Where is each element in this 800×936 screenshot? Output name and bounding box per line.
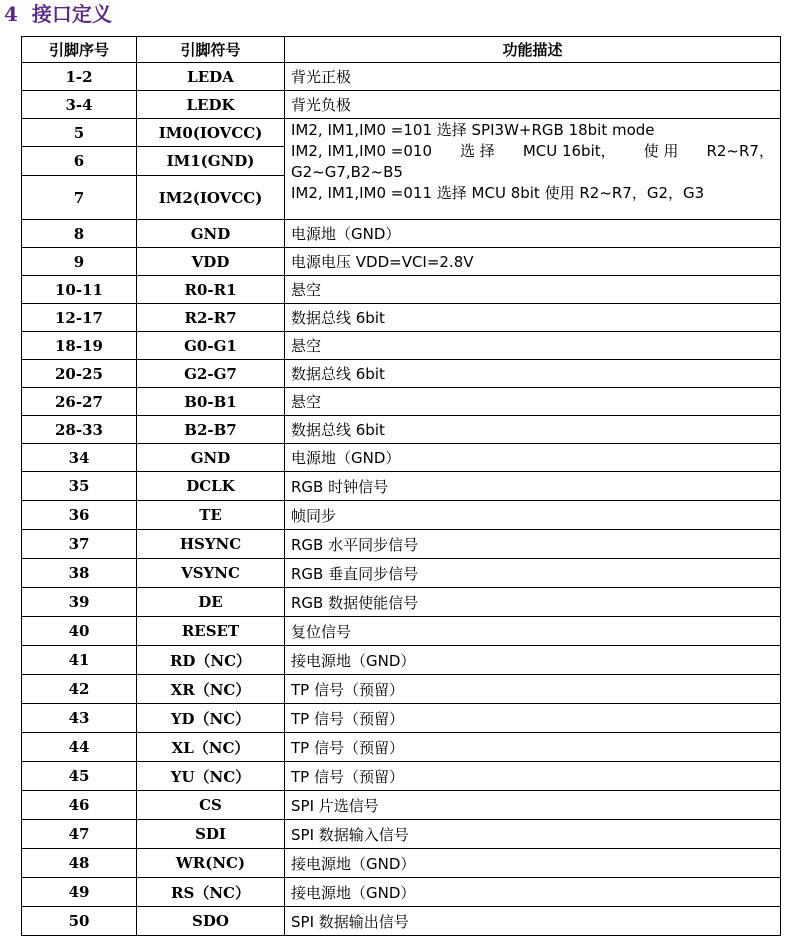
table-row <box>22 91 781 119</box>
pin-symbol: R2-R7 <box>137 304 285 332</box>
pin-number: 7 <box>22 176 137 220</box>
pin-number: 1-2 <box>22 63 137 91</box>
table-row <box>22 849 781 878</box>
pin-symbol: G0-G1 <box>137 332 285 360</box>
pin-function: SPI 片选信号 <box>285 791 781 820</box>
pin-function: 电源地（GND） <box>285 220 781 248</box>
mode-line-2-part: MCU 16bit， <box>522 142 616 160</box>
pin-function: 悬空 <box>285 332 781 360</box>
table-row <box>22 617 781 646</box>
table-row <box>22 416 781 444</box>
header-pin-number: 引脚序号 <box>22 37 137 63</box>
pin-symbol: VSYNC <box>137 559 285 588</box>
table-row <box>22 472 781 501</box>
table-row <box>22 332 781 360</box>
pin-function: RGB 垂直同步信号 <box>285 559 781 588</box>
table-row <box>22 444 781 472</box>
pin-number: 10-11 <box>22 276 137 304</box>
pin-symbol: IM1(GND) <box>137 147 285 176</box>
pin-symbol: RD（NC） <box>137 646 285 675</box>
table-row <box>22 588 781 617</box>
pin-number: 3-4 <box>22 91 137 119</box>
pin-number: 40 <box>22 617 137 646</box>
mode-line-2-part: R2~R7， <box>706 142 774 160</box>
pin-number: 9 <box>22 248 137 276</box>
pin-symbol: SDI <box>137 820 285 849</box>
pin-function: 悬空 <box>285 388 781 416</box>
pin-number: 49 <box>22 878 137 907</box>
pin-symbol: SDO <box>137 907 285 936</box>
header-function: 功能描述 <box>285 37 781 63</box>
pin-symbol: G2-G7 <box>137 360 285 388</box>
table-row <box>22 907 781 936</box>
table-row <box>22 501 781 530</box>
pin-number: 28-33 <box>22 416 137 444</box>
pin-symbol: LEDA <box>137 63 285 91</box>
mode-line-1: IM2, IM1,IM0 =101 选择 SPI3W+RGB 18bit mode <box>291 121 655 139</box>
pin-number: 42 <box>22 675 137 704</box>
table-row <box>22 733 781 762</box>
table-row <box>22 675 781 704</box>
pin-symbol: TE <box>137 501 285 530</box>
pin-symbol: XL（NC） <box>137 733 285 762</box>
mode-line-2 <box>291 141 780 162</box>
pin-function: RGB 水平同步信号 <box>285 530 781 559</box>
mode-line-4: IM2, IM1,IM0 =011 选择 MCU 8bit 使用 R2~R7，G2，G3 <box>291 184 705 202</box>
pin-symbol: YU（NC） <box>137 762 285 791</box>
pin-number: 34 <box>22 444 137 472</box>
pin-symbol: B0-B1 <box>137 388 285 416</box>
section-heading <box>4 0 112 28</box>
pin-function: RGB 数据使能信号 <box>285 588 781 617</box>
table-row <box>22 646 781 675</box>
table-row <box>22 878 781 907</box>
pin-number: 44 <box>22 733 137 762</box>
header-pin-symbol: 引脚符号 <box>137 37 285 63</box>
mode-line-2-part: 使 用 <box>643 142 679 160</box>
pin-symbol: RESET <box>137 617 285 646</box>
pin-number: 35 <box>22 472 137 501</box>
pin-function: 数据总线 6bit <box>285 304 781 332</box>
pin-number: 45 <box>22 762 137 791</box>
table-row <box>22 704 781 733</box>
pin-number: 39 <box>22 588 137 617</box>
pin-number: 18-19 <box>22 332 137 360</box>
pin-symbol: IM2(IOVCC) <box>137 176 285 220</box>
pin-symbol: B2-B7 <box>137 416 285 444</box>
pin-number: 12-17 <box>22 304 137 332</box>
pin-number: 37 <box>22 530 137 559</box>
pin-number: 43 <box>22 704 137 733</box>
pin-number: 20-25 <box>22 360 137 388</box>
table-row <box>22 63 781 91</box>
pin-symbol: DCLK <box>137 472 285 501</box>
pin-function: 电源电压 VDD=VCI=2.8V <box>285 248 781 276</box>
pin-symbol: XR（NC） <box>137 675 285 704</box>
pin-function: 数据总线 6bit <box>285 416 781 444</box>
pin-function: 接电源地（GND） <box>285 849 781 878</box>
table-row <box>22 791 781 820</box>
pin-function: TP 信号（预留） <box>285 762 781 791</box>
pin-number: 26-27 <box>22 388 137 416</box>
pin-number: 36 <box>22 501 137 530</box>
pin-number: 46 <box>22 791 137 820</box>
pin-number: 47 <box>22 820 137 849</box>
pin-function: 帧同步 <box>285 501 781 530</box>
pin-symbol: VDD <box>137 248 285 276</box>
pin-function: 接电源地（GND） <box>285 646 781 675</box>
pin-symbol: WR(NC) <box>137 849 285 878</box>
pin-function: TP 信号（预留） <box>285 733 781 762</box>
pin-symbol: GND <box>137 444 285 472</box>
table-row <box>22 119 781 147</box>
pin-function: 背光负极 <box>285 91 781 119</box>
mode-line-2-part: IM2, IM1,IM0 =010 <box>291 142 432 160</box>
pin-symbol: HSYNC <box>137 530 285 559</box>
table-row <box>22 388 781 416</box>
pin-function: RGB 时钟信号 <box>285 472 781 501</box>
table-row <box>22 220 781 248</box>
pin-function: 接电源地（GND） <box>285 878 781 907</box>
pin-function: 电源地（GND） <box>285 444 781 472</box>
table-row <box>22 248 781 276</box>
table-row <box>22 820 781 849</box>
pin-number: 6 <box>22 147 137 176</box>
table-row <box>22 530 781 559</box>
pin-number: 38 <box>22 559 137 588</box>
mode-line-3: G2~G7,B2~B5 <box>291 163 403 181</box>
pin-function: 背光正极 <box>285 63 781 91</box>
section-title: 接口定义 <box>31 2 112 26</box>
table-row <box>22 304 781 332</box>
mode-line-2-part: 选 择 <box>460 142 495 160</box>
pin-symbol: YD（NC） <box>137 704 285 733</box>
pin-number: 48 <box>22 849 137 878</box>
pin-symbol: RS（NC） <box>137 878 285 907</box>
table-row <box>22 762 781 791</box>
table-row <box>22 360 781 388</box>
pin-number: 50 <box>22 907 137 936</box>
pin-symbol: GND <box>137 220 285 248</box>
table-header-row <box>22 37 781 63</box>
table-row <box>22 276 781 304</box>
pin-function: 数据总线 6bit <box>285 360 781 388</box>
interface-mode-description <box>285 119 781 220</box>
section-number: 4 <box>4 2 18 26</box>
pin-number: 8 <box>22 220 137 248</box>
pin-function: TP 信号（预留） <box>285 675 781 704</box>
pin-symbol: LEDK <box>137 91 285 119</box>
pin-symbol: IM0(IOVCC) <box>137 119 285 147</box>
pin-function: SPI 数据输入信号 <box>285 820 781 849</box>
pin-function: 复位信号 <box>285 617 781 646</box>
pin-number: 41 <box>22 646 137 675</box>
pin-symbol: CS <box>137 791 285 820</box>
pin-function: TP 信号（预留） <box>285 704 781 733</box>
table-row <box>22 559 781 588</box>
pin-number: 5 <box>22 119 137 147</box>
pin-symbol: R0-R1 <box>137 276 285 304</box>
pin-function: SPI 数据输出信号 <box>285 907 781 936</box>
pin-symbol: DE <box>137 588 285 617</box>
pin-definition-table <box>21 36 781 936</box>
pin-function: 悬空 <box>285 276 781 304</box>
